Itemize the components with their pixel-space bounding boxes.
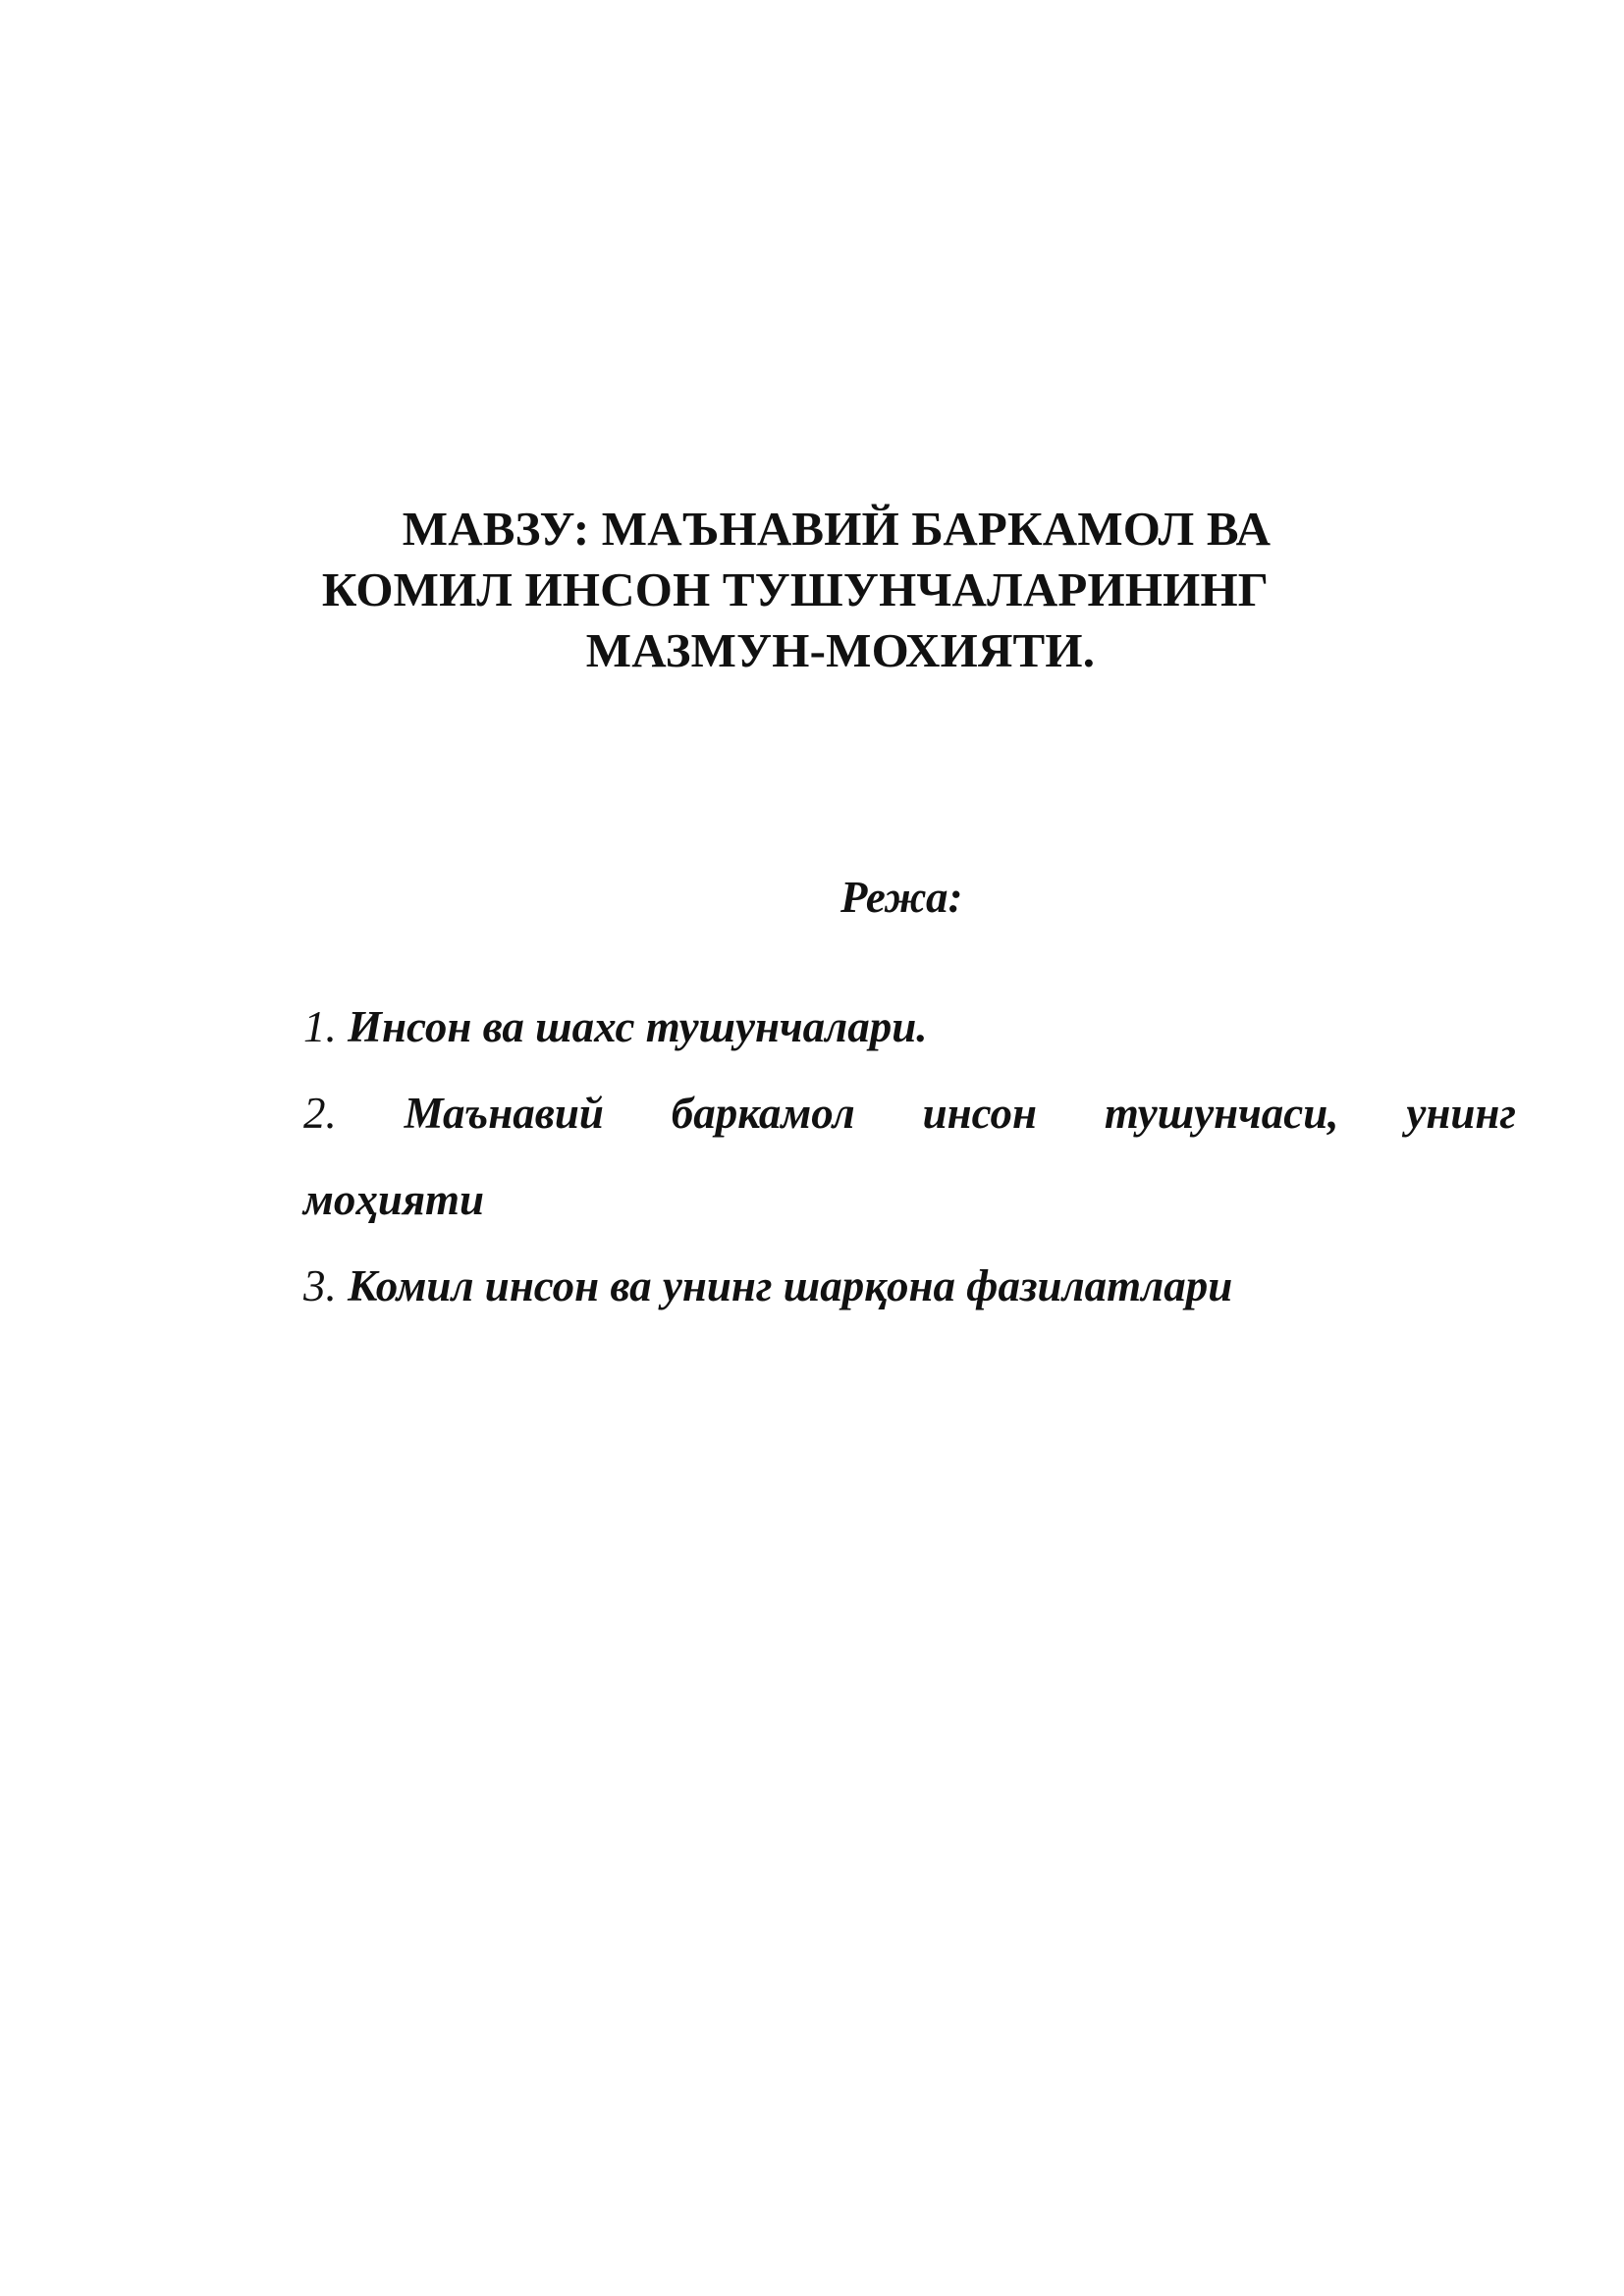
plan-item-number: 1. [303, 1002, 337, 1051]
plan-list [303, 984, 1516, 1329]
plan-item-text-line-2: моҳияти [303, 1175, 485, 1224]
title-line-2: КОМИЛ ИНСОН ТУШУНЧАЛАРИНИНГ [321, 562, 1270, 616]
document-title [295, 499, 1375, 681]
plan-item-3 [303, 1243, 1516, 1329]
plan-item-text: Маънавий баркамол инсон тушунчаси, унинг [404, 1089, 1517, 1138]
plan-item-text: Инсон ва шахс тушунчалари. [348, 1002, 928, 1051]
plan-item-number: 3. [303, 1261, 337, 1310]
title-line-3: МАЗМУН-МОХИЯТИ. [585, 623, 1096, 677]
plan-item-1 [303, 984, 1516, 1070]
title-line-1: МАВЗУ: МАЪНАВИЙ БАРКАМОЛ ВА [402, 502, 1272, 556]
plan-heading: Режа: [840, 873, 963, 922]
plan-item-text: Комил инсон ва унинг шарқона фазилатлари [348, 1261, 1233, 1310]
plan-item-2 [303, 1070, 1516, 1243]
plan-item-text-line-1 [303, 1070, 1516, 1156]
plan-item-number: 2. [303, 1089, 337, 1138]
